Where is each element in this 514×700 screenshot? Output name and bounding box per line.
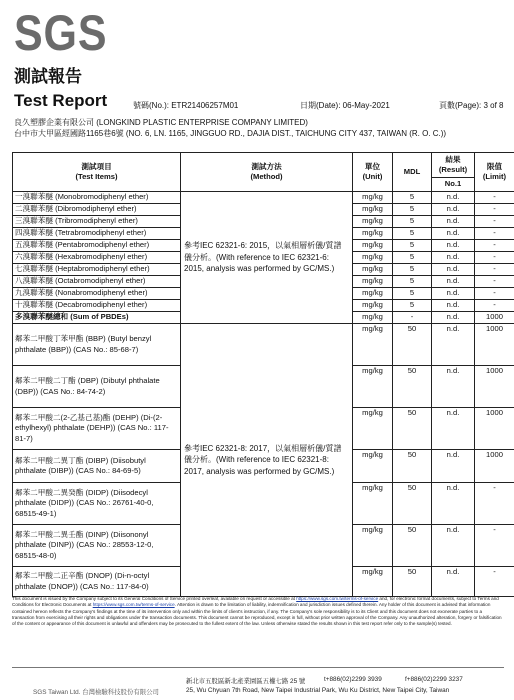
table-header-row <box>13 153 514 192</box>
pbde-row <box>13 192 514 204</box>
mdl-cell: 50 <box>393 324 432 366</box>
test-item: 十溴聯苯醚 (Decabromodiphenyl ether) <box>13 300 181 312</box>
limit-cell: 1000 <box>475 366 514 408</box>
test-item: 六溴聯苯醚 (Hexabromodiphenyl ether) <box>13 252 181 264</box>
unit-cell: mg/kg <box>353 228 393 240</box>
sgs-logo-text: SGS <box>14 5 108 61</box>
mdl-cell: 5 <box>393 204 432 216</box>
limit-cell: - <box>475 192 514 204</box>
test-results-table <box>12 152 514 597</box>
unit-cell: mg/kg <box>353 567 393 597</box>
header-sample-no: No.1 <box>432 177 474 189</box>
unit-cell: mg/kg <box>353 288 393 300</box>
header-limit: 限值 (Limit) <box>475 153 514 192</box>
header-mdl: MDL <box>393 153 432 192</box>
test-item: 七溴聯苯醚 (Heptabromodiphenyl ether) <box>13 264 181 276</box>
unit-cell: mg/kg <box>353 483 393 525</box>
result-cell: n.d. <box>432 216 475 228</box>
limit-cell: 1000 <box>475 408 514 450</box>
limit-cell: - <box>475 240 514 252</box>
result-cell: n.d. <box>432 264 475 276</box>
result-cell: n.d. <box>432 312 475 324</box>
result-cell: n.d. <box>432 192 475 204</box>
report-title-en: Test Report <box>14 91 108 110</box>
unit-cell: mg/kg <box>353 216 393 228</box>
result-cell: n.d. <box>432 567 475 597</box>
header-unit: 單位 (Unit) <box>353 153 393 192</box>
test-item: 二溴聯苯醚 (Dibromodiphenyl ether) <box>13 204 181 216</box>
footer-tel: t+886(02)2299 3939 <box>324 676 382 683</box>
limit-cell: 1000 <box>475 450 514 483</box>
unit-cell: mg/kg <box>353 264 393 276</box>
limit-cell: - <box>475 228 514 240</box>
test-item: 鄰苯二甲酸二正辛酯 (DNOP) (Di-n-octyl phthalate (DNOP)) (CAS No.: 117-84-0) <box>13 567 181 597</box>
test-item: 鄰苯二甲酸二異癸酯 (DIDP) (Diisodecyl phthalate (DIDP)) (CAS No.: 26761-40-0, 68515-49-1) <box>13 483 181 525</box>
result-cell: n.d. <box>432 525 475 567</box>
footer-company: SGS Taiwan Ltd. 台灣檢驗科技股份有限公司 <box>33 689 159 696</box>
mdl-cell: 50 <box>393 483 432 525</box>
header-result: 結果 (Result) No.1 <box>432 153 475 192</box>
result-cell: n.d. <box>432 450 475 483</box>
applicant-address: 台中市大甲區經國路1165巷6號 (NO. 6, LN. 1165, JINGGUO RD., DAJIA DIST., TAICHUNG CITY 437, TAIWAN (R. O. C.)) <box>14 129 447 138</box>
test-item: 多溴聯苯醚總和 (Sum of PBDEs) <box>13 312 181 324</box>
limit-cell: - <box>475 300 514 312</box>
test-item: 四溴聯苯醚 (Tetrabromodiphenyl ether) <box>13 228 181 240</box>
unit-cell: mg/kg <box>353 276 393 288</box>
result-cell: n.d. <box>432 288 475 300</box>
limit-cell: - <box>475 525 514 567</box>
limit-cell: - <box>475 483 514 525</box>
test-item: 三溴聯苯醚 (Tribromodiphenyl ether) <box>13 216 181 228</box>
limit-cell: - <box>475 264 514 276</box>
applicant-name: 良久塑膠企業有限公司 (LONGKIND PLASTIC ENTERPRISE COMPANY LIMITED) <box>14 118 308 127</box>
unit-cell: mg/kg <box>353 240 393 252</box>
mdl-cell: 50 <box>393 525 432 567</box>
limit-cell: 1000 <box>475 324 514 366</box>
test-item: 五溴聯苯醚 (Pentabromodiphenyl ether) <box>13 240 181 252</box>
result-cell: n.d. <box>432 324 475 366</box>
mdl-cell: 50 <box>393 450 432 483</box>
unit-cell: mg/kg <box>353 312 393 324</box>
legal-disclaimer: This document is issued by the Company subject to its General Conditions of Service printed overleaf, available on request or accessible at https://www.sgs.com.tw/terms-of-service and, for electronic format documents, subject to Terms and Conditions for Electronic Documents at https://www.sgs.com.tw/terms-of-service. Attention is drawn to the limitation of liability, indemnification and jurisdiction issues defined therein. Any holder of this document is advised that information contained hereon reflects the Company's findings at the time of its intervention only and within the limits of client's instruction, if any. The Company's sole responsibility is to its Client and this document does not exonerate parties to a transaction from exercising all their rights and obligations under the transaction documents. This document cannot be reproduced, except in full, without prior written approval of the Company. Any unauthorized alteration, forgery or falsification of the content or appearance of this document is unlawful and offenders may be prosecuted to the fullest extent of the law. Unless otherwise stated the results shown in this test report refer only to the sample(s) tested. <box>12 596 502 627</box>
mdl-cell: 5 <box>393 288 432 300</box>
report-number: 號碼(No.): ETR21406257M01 <box>133 101 239 110</box>
unit-cell: mg/kg <box>353 192 393 204</box>
unit-cell: mg/kg <box>353 324 393 366</box>
footer-address-zh: 新北市五股區新北產業園區五權七路 25 號 <box>186 678 306 685</box>
terms-link[interactable]: https://www.sgs.com.tw/terms-of-service <box>296 596 379 601</box>
limit-cell: - <box>475 567 514 597</box>
test-item: 鄰苯二甲酸二異壬酯 (DINP) (Diisononyl phthalate (DINP)) (CAS No.: 28553-12-0, 68515-48-0) <box>13 525 181 567</box>
unit-cell: mg/kg <box>353 450 393 483</box>
result-cell: n.d. <box>432 204 475 216</box>
unit-cell: mg/kg <box>353 366 393 408</box>
mdl-cell: 50 <box>393 366 432 408</box>
report-title-zh: 測試報告 <box>14 67 82 86</box>
limit-cell: - <box>475 252 514 264</box>
mdl-cell: 5 <box>393 264 432 276</box>
test-item: 鄰苯二甲酸二異丁酯 (DIBP) (Diisobutyl phthalate (DIBP)) (CAS No.: 84-69-5) <box>13 450 181 483</box>
test-method: 參考IEC 62321-6: 2015，以氣相層析儀/質譜儀分析。(With reference to IEC 62321-6: 2015, analysis was performed by GC/MS.) <box>181 192 353 324</box>
mdl-cell: 5 <box>393 252 432 264</box>
limit-cell: - <box>475 216 514 228</box>
mdl-cell: 50 <box>393 567 432 597</box>
mdl-cell: 50 <box>393 408 432 450</box>
mdl-cell: 5 <box>393 240 432 252</box>
report-date: 日期(Date): 06-May-2021 <box>300 101 390 110</box>
header-test-items: 測試項目 (Test Items) <box>13 153 181 192</box>
result-cell: n.d. <box>432 366 475 408</box>
test-item: 九溴聯苯醚 (Nonabromodiphenyl ether) <box>13 288 181 300</box>
mdl-cell: - <box>393 312 432 324</box>
unit-cell: mg/kg <box>353 408 393 450</box>
result-cell: n.d. <box>432 228 475 240</box>
result-cell: n.d. <box>432 408 475 450</box>
header-method: 測試方法 (Method) <box>181 153 353 192</box>
limit-cell: - <box>475 276 514 288</box>
mdl-cell: 5 <box>393 192 432 204</box>
footer-fax: f+886(02)2299 3237 <box>405 676 463 683</box>
footer-address-en: 25, Wu Chyuan 7th Road, New Taipei Industrial Park, Wu Ku District, New Taipei City, Taiwan <box>186 687 450 694</box>
test-item: 八溴聯苯醚 (Octabromodiphenyl ether) <box>13 276 181 288</box>
page-number: 頁數(Page): 3 of 8 <box>439 101 504 110</box>
limit-cell: 1000 <box>475 312 514 324</box>
mdl-cell: 5 <box>393 228 432 240</box>
unit-cell: mg/kg <box>353 252 393 264</box>
mdl-cell: 5 <box>393 216 432 228</box>
unit-cell: mg/kg <box>353 300 393 312</box>
test-item: 鄰苯二甲酸二(2-乙基己基)酯 (DEHP) (Di-(2-ethylhexyl) phthalate (DEHP)) (CAS No.: 117-81-7) <box>13 408 181 450</box>
test-method: 參考IEC 62321-8: 2017，以氣相層析儀/質譜儀分析。(With reference to IEC 62321-8: 2017, analysis was performed by GC/MS.) <box>181 324 353 597</box>
result-cell: n.d. <box>432 276 475 288</box>
result-cell: n.d. <box>432 252 475 264</box>
mdl-cell: 5 <box>393 276 432 288</box>
unit-cell: mg/kg <box>353 204 393 216</box>
result-cell: n.d. <box>432 483 475 525</box>
phthalate-row <box>13 324 514 366</box>
mdl-cell: 5 <box>393 300 432 312</box>
limit-cell: - <box>475 204 514 216</box>
unit-cell: mg/kg <box>353 525 393 567</box>
test-item: 鄰苯二甲酸丁苯甲酯 (BBP) (Butyl benzyl phthalate (BBP)) (CAS No.: 85-68-7) <box>13 324 181 366</box>
result-cell: n.d. <box>432 300 475 312</box>
test-item: 鄰苯二甲酸二丁酯 (DBP) (Dibutyl phthalate (DBP)) (CAS No.: 84-74-2) <box>13 366 181 408</box>
result-cell: n.d. <box>432 240 475 252</box>
footer-divider <box>12 667 504 668</box>
limit-cell: - <box>475 288 514 300</box>
test-item: 一溴聯苯醚 (Monobromodiphenyl ether) <box>13 192 181 204</box>
electronic-terms-link[interactable]: https://www.sgs.com.tw/terms-of-service <box>92 602 175 608</box>
